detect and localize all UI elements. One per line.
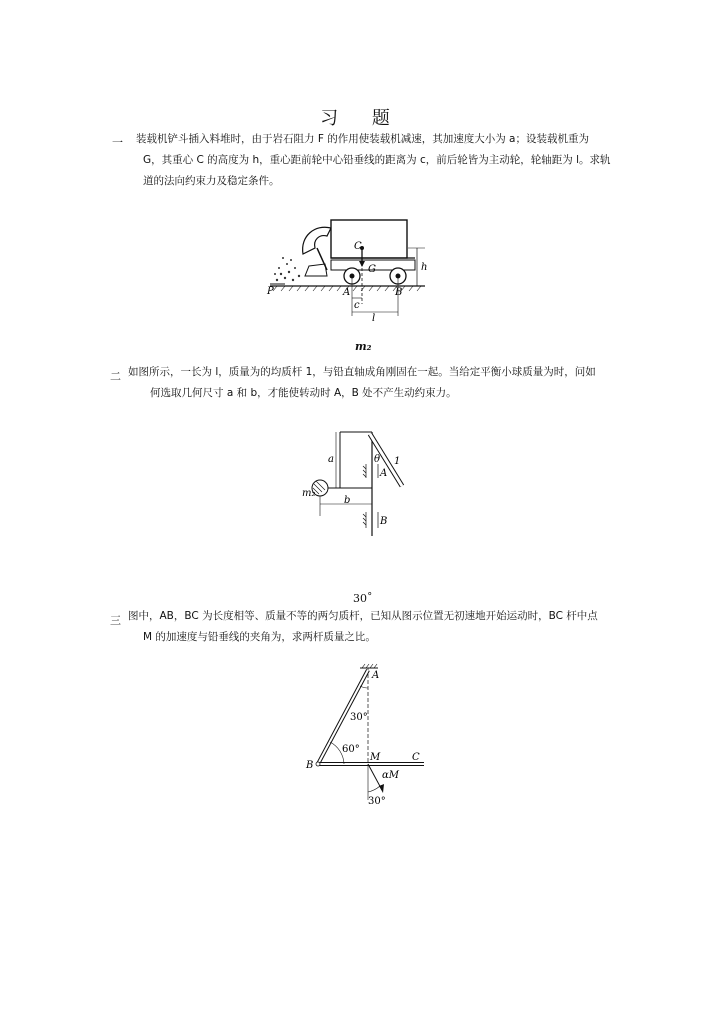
label-m: M [370, 752, 381, 763]
label-angle-60: 60° [342, 744, 360, 755]
page-title: 习 题 [320, 108, 404, 129]
stray-m2: m₂ [355, 340, 372, 353]
label-angle-30-top: 30° [350, 712, 368, 723]
label-h: h [421, 262, 428, 273]
label-a-bearing: A [380, 468, 388, 479]
problem-2-line1: 如图所示，一长为 l，质量为的均质杆 1，与铅直轴成角刚固在一起。当给定平衡小球质量为时，问如 [128, 366, 596, 378]
label-b: B [395, 287, 403, 298]
label-c: C [412, 752, 420, 763]
problem-3-line1: 图中，AB，BC 为长度相等、质量不等的两匀质杆，已知从图示位置无初速地开始运动时，BC 杆中点 [128, 610, 598, 622]
label-c-point: C [354, 241, 362, 252]
label-theta: θ [374, 454, 381, 465]
label-m2: m₂ [302, 488, 316, 499]
problem-3-line2: M 的加速度与铅垂线的夹角为，求两杆质量之比。 [143, 631, 376, 643]
problem-1-line2: G，其重心 C 的高度为 h，重心距前轮中心铅垂线的距离为 c，前后轮皆为主动轮，轮轴距为 l。求轨 [143, 154, 611, 166]
label-g: G [368, 264, 376, 275]
problem-2-line2: 何选取几何尺寸 a 和 b，才能使转动时 A，B 处不产生动约束力。 [150, 387, 457, 399]
label-b: b [344, 495, 351, 506]
label-b: B [306, 760, 314, 771]
label-a: A [343, 287, 351, 298]
problem-1-number: 一 [112, 136, 123, 149]
label-b-bearing: B [380, 516, 388, 527]
label-l: l [372, 313, 376, 324]
label-c-dim: c [354, 300, 360, 311]
label-rod-1: 1 [394, 456, 401, 467]
rods-figure [300, 662, 430, 808]
label-alpha-m: αM [382, 770, 399, 781]
label-a: A [372, 670, 380, 681]
problem-1-line3: 道的法向约束力及稳定条件。 [143, 175, 280, 187]
problem-3-number: 三 [110, 614, 121, 627]
stray-30: 30˚ [353, 592, 373, 605]
problem-1-line1: 装载机铲斗插入料堆时，由于岩石阻力 F 的作用使装载机减速，其加速度大小为 a；设装载机重为 [136, 133, 589, 145]
rotor-figure [300, 424, 420, 542]
label-angle-30-bottom: 30° [368, 796, 386, 807]
problem-2-number: 二 [110, 370, 121, 383]
loader-figure [265, 214, 435, 324]
label-p: P [267, 286, 274, 297]
label-a: a [328, 454, 334, 465]
